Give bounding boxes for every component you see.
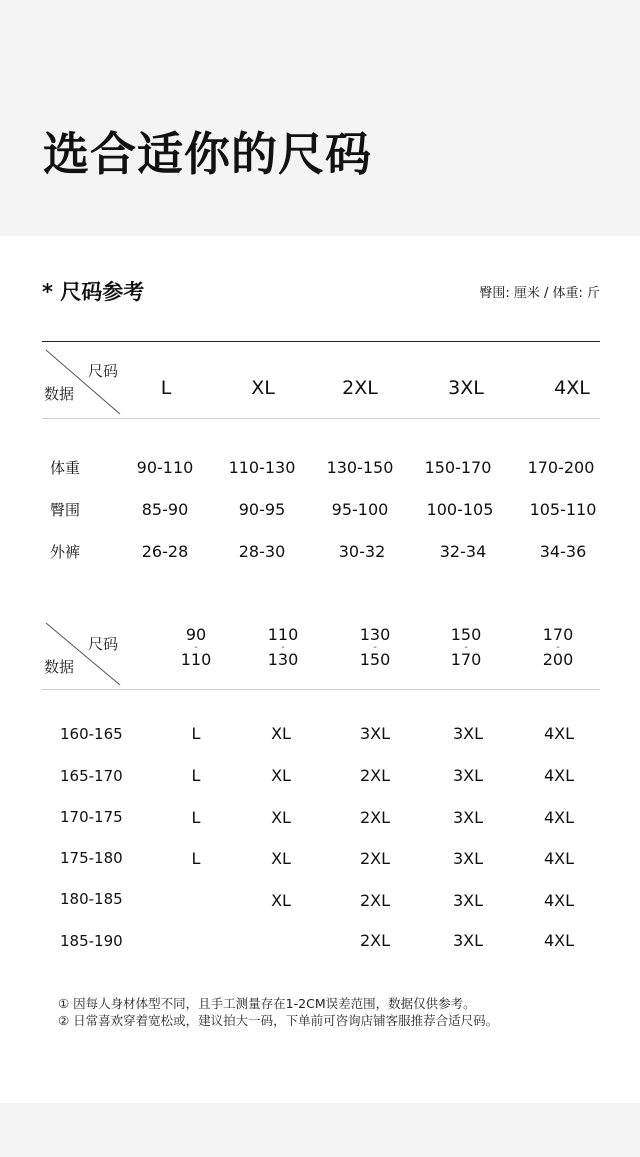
table2-cell: 3XL	[452, 724, 484, 743]
table1-row-label: 外裤	[50, 543, 81, 561]
table2-corner	[42, 619, 122, 689]
table1-row-label: 臀围	[50, 501, 81, 519]
corner-size-label: 尺码	[87, 362, 118, 380]
table2-cell: XL	[271, 766, 291, 785]
weight-range-top: 130	[359, 625, 391, 644]
weight-range-sep: -	[464, 642, 468, 653]
table2-cell: L	[191, 808, 201, 827]
table1-cell: 34-36	[539, 542, 587, 561]
weight-range-bottom: 170	[450, 650, 482, 669]
table1-col-header: XL	[251, 377, 275, 399]
weight-range-sep: -	[194, 642, 198, 653]
table2-cell: 4XL	[543, 724, 575, 743]
diagonal-line-icon	[42, 619, 122, 689]
table2-cell: L	[191, 849, 201, 868]
table1-cell: 90-110	[136, 458, 194, 477]
table1-corner	[42, 346, 122, 416]
table1-cell: 95-100	[331, 500, 389, 519]
weight-range-top: 170	[542, 625, 574, 644]
table2-col-header	[243, 627, 323, 668]
footer-band	[0, 1103, 640, 1157]
table2-cell: 2XL	[359, 808, 391, 827]
table2-cell: 3XL	[452, 766, 484, 785]
table2-row-label: 175-180	[60, 849, 123, 867]
table2-header-rule	[42, 689, 600, 690]
table2-cell: 4XL	[543, 808, 575, 827]
table2-cell: L	[191, 766, 201, 785]
table2-cell: L	[191, 724, 201, 743]
weight-range-bottom: 130	[267, 650, 299, 669]
note-item: ② 日常喜欢穿着宽松或，建议拍大一码，下单前可咨询店铺客服推荐合适尺码。	[58, 1013, 499, 1028]
weight-range-top: 90	[185, 625, 207, 644]
table2-cell: XL	[271, 724, 291, 743]
corner-size-label: 尺码	[87, 635, 118, 653]
table2-col-header	[335, 627, 415, 668]
table2-cell: XL	[271, 849, 291, 868]
table2-row-label: 165-170	[60, 767, 123, 785]
weight-range-bottom: 150	[359, 650, 391, 669]
weight-range-top: 150	[450, 625, 482, 644]
table2-cell: 2XL	[359, 931, 391, 950]
weight-range-sep: -	[556, 642, 560, 653]
weight-range-sep: -	[281, 642, 285, 653]
table1-cell: 105-110	[529, 500, 597, 519]
table1-cell: 28-30	[238, 542, 286, 561]
table1-header-rule	[42, 418, 600, 419]
table1-col-header: 2XL	[342, 377, 378, 399]
table1-row-label: 体重	[50, 459, 81, 477]
table2-cell: 4XL	[543, 931, 575, 950]
table2-row-label: 170-175	[60, 808, 123, 826]
table1-col-header: L	[160, 377, 172, 399]
table2-cell: 3XL	[452, 849, 484, 868]
table2-row-label: 185-190	[60, 932, 123, 950]
table2-cell: 4XL	[543, 849, 575, 868]
table2-cell: 3XL	[452, 931, 484, 950]
table2-cell: XL	[271, 808, 291, 827]
table1-cell: 100-105	[426, 500, 494, 519]
table1-cell: 150-170	[424, 458, 492, 477]
table2-cell: 2XL	[359, 766, 391, 785]
section-title: * 尺码参考	[42, 280, 145, 304]
table2-cell: 3XL	[452, 808, 484, 827]
table1-cell: 170-200	[527, 458, 595, 477]
weight-range-sep: -	[373, 642, 377, 653]
weight-range-top: 110	[267, 625, 299, 644]
table1-col-header: 3XL	[448, 377, 484, 399]
diagonal-line-icon	[42, 346, 122, 416]
table2-row-label: 180-185	[60, 890, 123, 908]
table1-cell: 26-28	[141, 542, 189, 561]
corner-data-label: 数据	[44, 658, 75, 676]
table1-cell: 110-130	[228, 458, 296, 477]
table1-col-header: 4XL	[554, 377, 590, 399]
corner-data-label: 数据	[44, 385, 75, 403]
table1-cell: 32-34	[439, 542, 487, 561]
table2-col-header	[426, 627, 506, 668]
note-item: ① 因每人身材体型不同，且手工测量存在1-2CM误差范围，数据仅供参考。	[58, 996, 476, 1011]
notes	[58, 995, 498, 1029]
table2-cell: 2XL	[359, 849, 391, 868]
table1-cell: 30-32	[338, 542, 386, 561]
page-title: 选合适你的尺码	[43, 127, 372, 181]
table2-col-header	[156, 627, 236, 668]
table2-cell: 3XL	[452, 891, 484, 910]
table2-cell: XL	[271, 891, 291, 910]
table1-top-rule	[42, 341, 600, 342]
table2-cell: 3XL	[359, 724, 391, 743]
table1-cell: 85-90	[141, 500, 189, 519]
table2-col-header	[518, 627, 598, 668]
table2-row-label: 160-165	[60, 725, 123, 743]
unit-note: 臀围: 厘米 / 体重: 斤	[479, 286, 600, 301]
weight-range-bottom: 110	[180, 650, 212, 669]
table2-cell: 4XL	[543, 891, 575, 910]
weight-range-bottom: 200	[542, 650, 574, 669]
table1-cell: 130-150	[326, 458, 394, 477]
table2-cell: 4XL	[543, 766, 575, 785]
table1-cell: 90-95	[238, 500, 286, 519]
table2-cell: 2XL	[359, 891, 391, 910]
